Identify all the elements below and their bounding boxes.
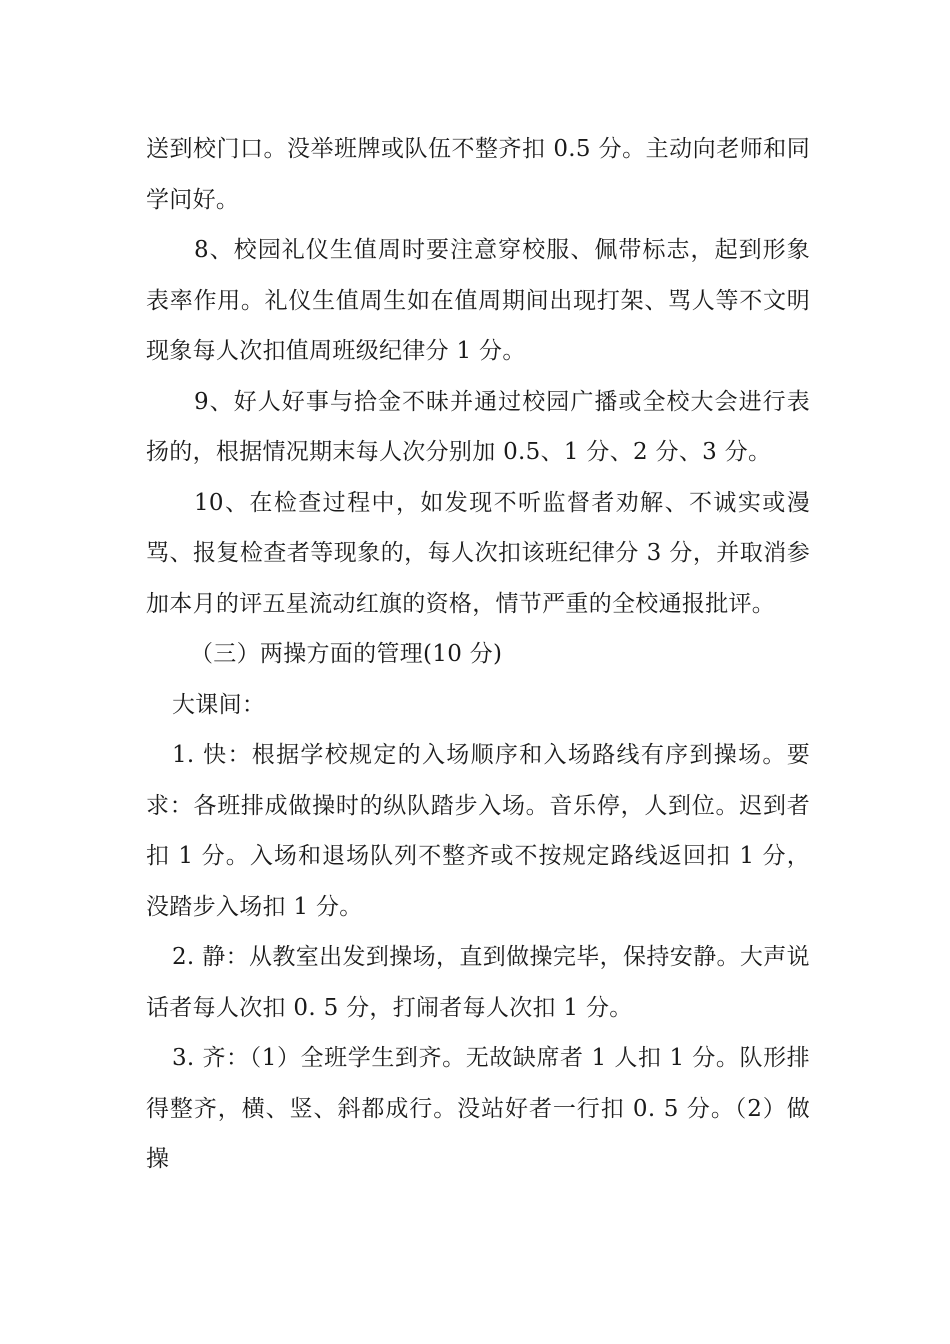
paragraph-rule-quiet: 2. 静：从教室出发到操场，直到做操完毕，保持安静。大声说话者每人次扣 0. 5 分，打闹者每人次扣 1 分。 (146, 944, 810, 1021)
paragraph-item-10: 10、在检查过程中，如发现不听监督者劝解、不诚实或漫骂、报复检查者等现象的，每人次扣该班纪律分 3 分，并取消参加本月的评五星流动红旗的资格，情节严重的全校通报批评。 (146, 489, 810, 617)
subheading-big-break: 大课间： (172, 691, 266, 718)
paragraph-continuation: 送到校门口。没举班牌或队伍不整齐扣 0.5 分。主动向老师和同学问好。 (146, 136, 810, 213)
paragraph-item-8: 8、校园礼仪生值周时要注意穿校服、佩带标志，起到形象表率作用。礼仪生值周生如在值周期间出现打架、骂人等不文明现象每人次扣值周班级纪律分 1 分。 (146, 237, 810, 364)
paragraph-rule-orderly: 3. 齐：（1）全班学生到齐。无故缺席者 1 人扣 1 分。队形排得整齐，横、竖、斜都成行。没站好者一行扣 0. 5 分。（2）做操 (146, 1045, 810, 1172)
paragraph-rule-fast: 1. 快：根据学校规定的入场顺序和入场路线有序到操场。要求：各班排成做操时的纵队踏步入场。音乐停，人到位。迟到者扣 1 分。入场和退场队列不整齐或不按规定路线返回扣 1 分，没踏步入场扣 1 分。 (146, 742, 810, 920)
section-heading-two-exercises: （三）两操方面的管理(10 分) (190, 641, 503, 667)
document-page (146, 124, 810, 1185)
paragraph-item-9: 9、好人好事与拾金不昧并通过校园广播或全校大会进行表扬的，根据情况期末每人次分别加 0.5、1 分、2 分、3 分。 (146, 388, 810, 465)
